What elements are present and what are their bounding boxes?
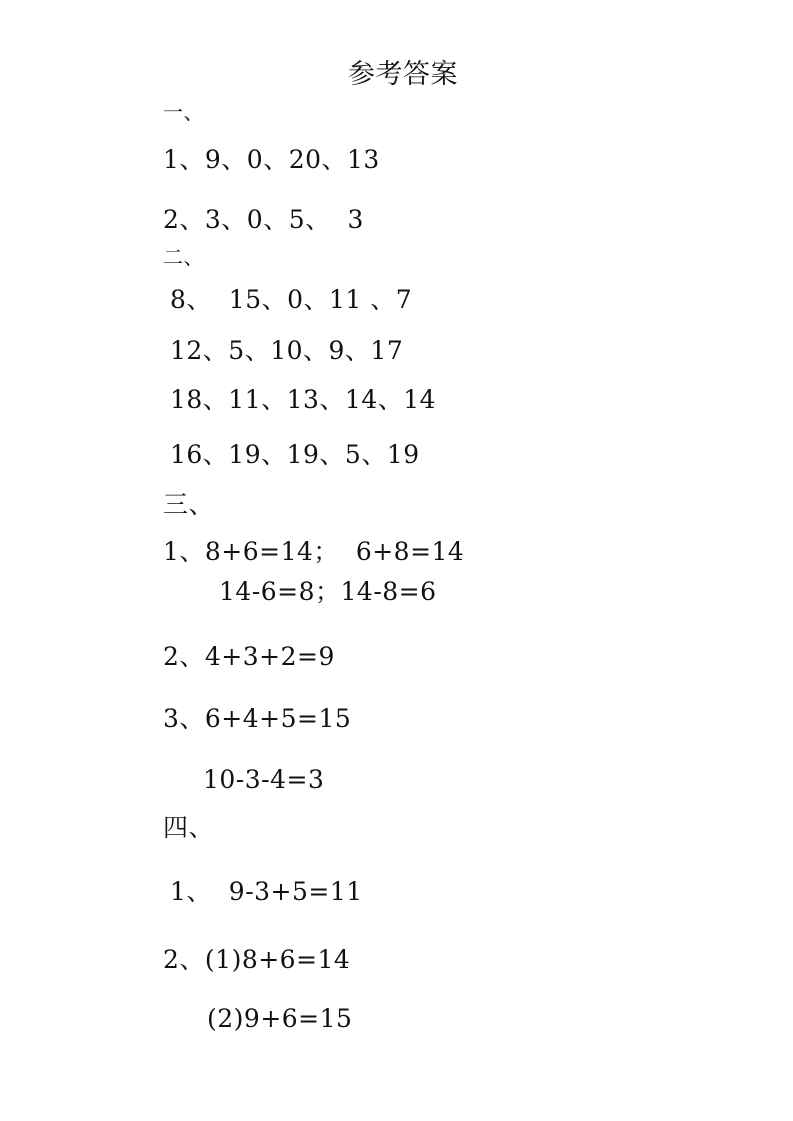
answer-line: 1、 9-3+5=11 xyxy=(170,877,363,906)
section-heading-1: 一、 xyxy=(163,100,204,124)
answer-line: 8、 15、0、11 、7 xyxy=(170,285,413,314)
section-heading-2: 二、 xyxy=(163,245,204,269)
answer-line: 2、4+3+2=9 xyxy=(163,642,335,671)
section-heading-4: 四、 xyxy=(163,813,215,842)
answer-line: 1、8+6=14； 6+8=14 xyxy=(163,537,465,566)
answer-line: 14-6=8；14-8=6 xyxy=(219,577,437,606)
answer-line: 18、11、13、14、14 xyxy=(170,385,437,414)
answer-line: 10-3-4=3 xyxy=(203,765,325,794)
answer-line: 1、9、0、20、13 xyxy=(163,145,380,174)
answer-line: 16、19、19、5、19 xyxy=(170,440,420,469)
answer-line: (2)9+6=15 xyxy=(207,1004,353,1033)
answer-line: 12、5、10、9、17 xyxy=(170,336,404,365)
answer-line: 2、3、0、5、 3 xyxy=(163,205,364,234)
answer-line: 3、6+4+5=15 xyxy=(163,704,352,733)
section-heading-3: 三、 xyxy=(163,490,215,519)
answer-line: 2、(1)8+6=14 xyxy=(163,945,351,974)
page-title: 参考答案 xyxy=(348,59,458,90)
